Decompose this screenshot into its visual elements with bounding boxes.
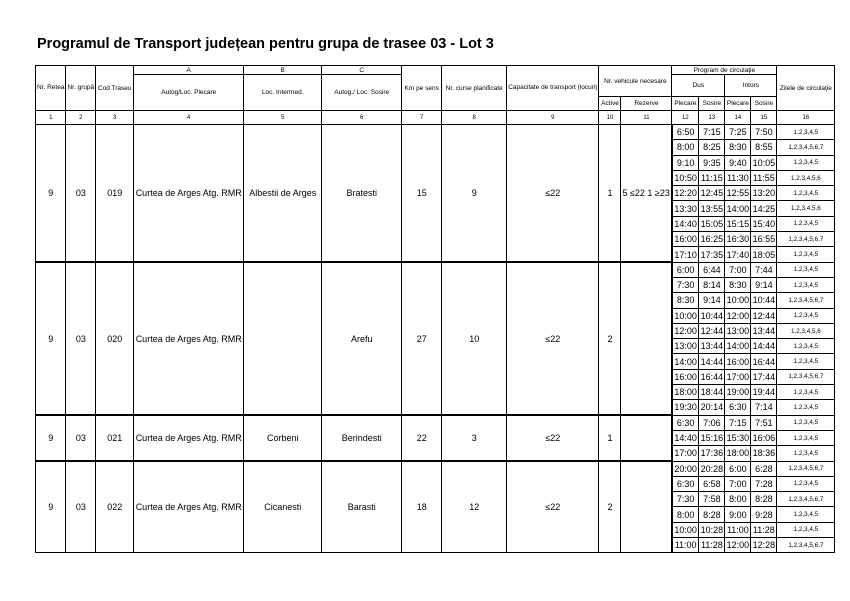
dus-plecare-time: 14:00 (672, 354, 699, 369)
route-grupa: 03 (66, 262, 96, 415)
route-rezerve (621, 262, 672, 415)
route-plecare: Curtea de Arges Atg. RMR (134, 262, 244, 415)
column-number: 7 (402, 111, 442, 125)
intors-sosire-time: 9:28 (751, 507, 777, 522)
intors-sosire-time: 13:44 (751, 323, 777, 338)
intors-sosire-time: 8:55 (751, 140, 777, 155)
intors-plecare-time: 12:55 (725, 186, 751, 201)
zilele-circulatie: 1,2,3,4,5,6,7 (777, 369, 835, 384)
route-sosire: Bratesti (322, 125, 402, 263)
route-capacitate: ≤22 (507, 415, 599, 461)
intors-plecare-time: 7:00 (725, 262, 751, 277)
intors-plecare-time: 7:00 (725, 476, 751, 491)
header-cod-traseu: Cod Traseu (96, 66, 134, 111)
zilele-circulatie: 1,2,3,4,5,6,7 (777, 492, 835, 507)
zilele-circulatie: 1,2,3,4,5 (777, 507, 835, 522)
intors-plecare-time: 8:30 (725, 140, 751, 155)
intors-plecare-time: 11:30 (725, 170, 751, 185)
dus-sosire-time: 7:15 (699, 125, 725, 140)
header-nr-curse: Nr. curse planificate (442, 66, 507, 111)
route-intermed: Corbeni (244, 415, 322, 461)
dus-plecare-time: 14:40 (672, 430, 699, 445)
dus-sosire-time: 20:14 (699, 400, 725, 415)
zilele-circulatie: 1,2,3,4,5,6,7 (777, 461, 835, 476)
dus-plecare-time: 8:30 (672, 293, 699, 308)
intors-plecare-time: 7:25 (725, 125, 751, 140)
intors-plecare-time: 14:00 (725, 201, 751, 216)
route-curse: 9 (442, 125, 507, 263)
header-dus-sosire: Sosire (699, 97, 725, 111)
dus-plecare-time: 20:00 (672, 461, 699, 476)
column-number-row (36, 111, 835, 125)
route-intermed (244, 262, 322, 415)
route-capacitate: ≤22 (507, 262, 599, 415)
intors-plecare-time: 8:30 (725, 277, 751, 292)
intors-plecare-time: 15:30 (725, 430, 751, 445)
dus-plecare-time: 6:50 (672, 125, 699, 140)
column-number: 1 (36, 111, 66, 125)
column-number: 14 (725, 111, 751, 125)
header-letter-a: A (134, 66, 244, 75)
route-cod: 022 (96, 461, 134, 553)
route-plecare: Curtea de Arges Atg. RMR (134, 125, 244, 263)
zilele-circulatie: 1,2,3,4,5 (777, 308, 835, 323)
dus-plecare-time: 7:30 (672, 277, 699, 292)
header-nr-vehicule: Nr. vehicule necesare (599, 66, 672, 97)
zilele-circulatie: 1,2,3,4,5,6,7 (777, 140, 835, 155)
intors-sosire-time: 12:44 (751, 308, 777, 323)
dus-sosire-time: 10:44 (699, 308, 725, 323)
dus-plecare-time: 17:00 (672, 446, 699, 461)
intors-plecare-time: 7:15 (725, 415, 751, 430)
route-active: 1 (599, 125, 621, 263)
intors-plecare-time: 6:00 (725, 461, 751, 476)
dus-plecare-time: 16:00 (672, 369, 699, 384)
intors-sosire-time: 7:14 (751, 400, 777, 415)
header-dus: Dus (672, 75, 725, 97)
zilele-circulatie: 1,2,3,4,5 (777, 155, 835, 170)
intors-plecare-time: 17:40 (725, 247, 751, 262)
dus-sosire-time: 9:35 (699, 155, 725, 170)
intors-plecare-time: 17:00 (725, 369, 751, 384)
intors-sosire-time: 18:36 (751, 446, 777, 461)
intors-sosire-time: 8:28 (751, 492, 777, 507)
header-autog-sosire: Autog./ Loc. Sosire (322, 75, 402, 111)
zilele-circulatie: 1,2,3,4,5,6,7 (777, 293, 835, 308)
route-plecare: Curtea de Arges Atg. RMR (134, 415, 244, 461)
dus-sosire-time: 8:28 (699, 507, 725, 522)
dus-plecare-time: 8:00 (672, 507, 699, 522)
dus-sosire-time: 7:58 (699, 492, 725, 507)
table-row (36, 415, 835, 430)
zilele-circulatie: 1,2,3,4,5 (777, 522, 835, 537)
dus-sosire-time: 11:15 (699, 170, 725, 185)
column-number: 11 (621, 111, 672, 125)
zilele-circulatie: 1,2,3,4,5 (777, 415, 835, 430)
dus-sosire-time: 8:14 (699, 277, 725, 292)
column-number: 2 (66, 111, 96, 125)
intors-sosire-time: 7:44 (751, 262, 777, 277)
column-number: 10 (599, 111, 621, 125)
intors-sosire-time: 14:44 (751, 339, 777, 354)
header-nr-grupa: Nr. grupă (66, 66, 96, 111)
zilele-circulatie: 1,2,3,4,5 (777, 277, 835, 292)
header-letter-c: C (322, 66, 402, 75)
intors-plecare-time: 14:00 (725, 339, 751, 354)
intors-sosire-time: 11:28 (751, 522, 777, 537)
intors-plecare-time: 18:00 (725, 446, 751, 461)
route-active: 1 (599, 415, 621, 461)
intors-sosire-time: 10:05 (751, 155, 777, 170)
header-active: Active (599, 97, 621, 111)
header-zilele: Zilele de circulaţie (777, 66, 835, 111)
page-title: Programul de Transport județean pentru grupa de trasee 03 - Lot 3 (37, 36, 494, 52)
intors-sosire-time: 19:44 (751, 385, 777, 400)
dus-plecare-time: 17:10 (672, 247, 699, 262)
column-number: 4 (134, 111, 244, 125)
dus-plecare-time: 10:50 (672, 170, 699, 185)
dus-sosire-time: 6:44 (699, 262, 725, 277)
header-intors-plecare: Plecare (725, 97, 751, 111)
dus-sosire-time: 11:28 (699, 538, 725, 553)
zilele-circulatie: 1,2,3,4,5 (777, 339, 835, 354)
route-sosire: Barasti (322, 461, 402, 553)
header-intors: Intors (725, 75, 777, 97)
dus-sosire-time: 14:44 (699, 354, 725, 369)
dus-sosire-time: 15:16 (699, 430, 725, 445)
route-rezerve (621, 415, 672, 461)
intors-plecare-time: 19:00 (725, 385, 751, 400)
route-curse: 10 (442, 262, 507, 415)
intors-sosire-time: 10:44 (751, 293, 777, 308)
route-retea: 9 (36, 125, 66, 263)
route-grupa: 03 (66, 125, 96, 263)
zilele-circulatie: 1,2,3,4,5 (777, 400, 835, 415)
route-intermed: Albestii de Arges (244, 125, 322, 263)
intors-plecare-time: 9:00 (725, 507, 751, 522)
column-number: 8 (442, 111, 507, 125)
intors-plecare-time: 9:40 (725, 155, 751, 170)
route-rezerve: 5 ≤22 1 ≥23 (621, 125, 672, 263)
dus-sosire-time: 13:55 (699, 201, 725, 216)
dus-plecare-time: 7:30 (672, 492, 699, 507)
route-km: 18 (402, 461, 442, 553)
intors-plecare-time: 15:15 (725, 216, 751, 231)
dus-plecare-time: 9:10 (672, 155, 699, 170)
zilele-circulatie: 1,2,3,4,5,6,7 (777, 232, 835, 247)
dus-sosire-time: 18:44 (699, 385, 725, 400)
intors-sosire-time: 6:28 (751, 461, 777, 476)
dus-plecare-time: 13:00 (672, 339, 699, 354)
dus-plecare-time: 11:00 (672, 538, 699, 553)
zilele-circulatie: 1,2,3,4,5 (777, 430, 835, 445)
column-number: 13 (699, 111, 725, 125)
dus-plecare-time: 6:30 (672, 476, 699, 491)
dus-sosire-time: 16:44 (699, 369, 725, 384)
intors-sosire-time: 13:20 (751, 186, 777, 201)
route-rezerve (621, 461, 672, 553)
intors-plecare-time: 13:00 (725, 323, 751, 338)
intors-sosire-time: 12:28 (751, 538, 777, 553)
route-km: 27 (402, 262, 442, 415)
intors-sosire-time: 7:28 (751, 476, 777, 491)
dus-plecare-time: 12:20 (672, 186, 699, 201)
intors-plecare-time: 10:00 (725, 293, 751, 308)
zilele-circulatie: 1,2,3,4,5 (777, 247, 835, 262)
column-number: 12 (672, 111, 699, 125)
zilele-circulatie: 1,2,3,4,5,6 (777, 201, 835, 216)
dus-sosire-time: 10:28 (699, 522, 725, 537)
route-grupa: 03 (66, 461, 96, 553)
route-capacitate: ≤22 (507, 125, 599, 263)
route-capacitate: ≤22 (507, 461, 599, 553)
table-row (36, 461, 835, 476)
column-number: 5 (244, 111, 322, 125)
zilele-circulatie: 1,2,3,4,5 (777, 262, 835, 277)
header-autog-plecare: Autog/Loc. Plecare (134, 75, 244, 111)
intors-plecare-time: 16:30 (725, 232, 751, 247)
intors-plecare-time: 11:00 (725, 522, 751, 537)
dus-plecare-time: 10:00 (672, 308, 699, 323)
route-cod: 021 (96, 415, 134, 461)
dus-plecare-time: 19:30 (672, 400, 699, 415)
route-retea: 9 (36, 262, 66, 415)
dus-sosire-time: 8:25 (699, 140, 725, 155)
column-number: 6 (322, 111, 402, 125)
intors-sosire-time: 11:55 (751, 170, 777, 185)
header-rezerve: Rezerve (621, 97, 672, 111)
route-sosire: Berindesti (322, 415, 402, 461)
intors-plecare-time: 8:00 (725, 492, 751, 507)
route-curse: 12 (442, 461, 507, 553)
zilele-circulatie: 1,2,3,4,5 (777, 385, 835, 400)
dus-sosire-time: 17:36 (699, 446, 725, 461)
route-active: 2 (599, 262, 621, 415)
header-capacitate: Capacitate de transport (locuri) (507, 66, 599, 111)
table-row (36, 125, 835, 140)
intors-plecare-time: 12:00 (725, 308, 751, 323)
intors-plecare-time: 12:00 (725, 538, 751, 553)
column-number: 15 (751, 111, 777, 125)
route-cod: 019 (96, 125, 134, 263)
dus-plecare-time: 18:00 (672, 385, 699, 400)
dus-sosire-time: 13:44 (699, 339, 725, 354)
dus-sosire-time: 15:05 (699, 216, 725, 231)
zilele-circulatie: 1,2,3,4,5,6 (777, 170, 835, 185)
intors-plecare-time: 6:30 (725, 400, 751, 415)
dus-sosire-time: 12:45 (699, 186, 725, 201)
dus-sosire-time: 16:25 (699, 232, 725, 247)
zilele-circulatie: 1,2,3,4,5 (777, 125, 835, 140)
route-cod: 020 (96, 262, 134, 415)
dus-plecare-time: 14:40 (672, 216, 699, 231)
intors-sosire-time: 18:05 (751, 247, 777, 262)
route-sosire: Arefu (322, 262, 402, 415)
column-number: 16 (777, 111, 835, 125)
dus-sosire-time: 12:44 (699, 323, 725, 338)
header-intors-sosire: Sosire (751, 97, 777, 111)
route-km: 15 (402, 125, 442, 263)
dus-sosire-time: 17:35 (699, 247, 725, 262)
route-curse: 3 (442, 415, 507, 461)
schedule-table (35, 65, 835, 553)
header-loc-intermed: Loc. Intermed. (244, 75, 322, 111)
routes-body (36, 125, 835, 553)
route-retea: 9 (36, 461, 66, 553)
dus-sosire-time: 9:14 (699, 293, 725, 308)
zilele-circulatie: 1,2,3,4,5 (777, 476, 835, 491)
header-dus-plecare: Plecare (672, 97, 699, 111)
intors-sosire-time: 16:55 (751, 232, 777, 247)
dus-plecare-time: 8:00 (672, 140, 699, 155)
dus-plecare-time: 13:30 (672, 201, 699, 216)
route-retea: 9 (36, 415, 66, 461)
intors-sosire-time: 7:50 (751, 125, 777, 140)
intors-sosire-time: 17:44 (751, 369, 777, 384)
route-active: 2 (599, 461, 621, 553)
header-letter-b: B (244, 66, 322, 75)
intors-sosire-time: 15:40 (751, 216, 777, 231)
dus-plecare-time: 12:00 (672, 323, 699, 338)
route-grupa: 03 (66, 415, 96, 461)
dus-plecare-time: 6:30 (672, 415, 699, 430)
column-number: 9 (507, 111, 599, 125)
route-km: 22 (402, 415, 442, 461)
header-km-pe-sens: Km pe sens (402, 66, 442, 111)
zilele-circulatie: 1,2,3,4,5 (777, 216, 835, 231)
intors-sosire-time: 16:44 (751, 354, 777, 369)
column-number: 3 (96, 111, 134, 125)
dus-sosire-time: 20:28 (699, 461, 725, 476)
header-program: Program de circulaţie (672, 66, 777, 75)
zilele-circulatie: 1,2,3,4,5 (777, 354, 835, 369)
zilele-circulatie: 1,2,3,4,5 (777, 186, 835, 201)
intors-sosire-time: 16:06 (751, 430, 777, 445)
intors-sosire-time: 14:25 (751, 201, 777, 216)
intors-plecare-time: 16:00 (725, 354, 751, 369)
intors-sosire-time: 9:14 (751, 277, 777, 292)
dus-plecare-time: 6:00 (672, 262, 699, 277)
table-row (36, 262, 835, 277)
dus-sosire-time: 7:06 (699, 415, 725, 430)
zilele-circulatie: 1,2,3,4,5,6,7 (777, 538, 835, 553)
table-header (36, 66, 835, 125)
route-intermed: Cicanesti (244, 461, 322, 553)
dus-plecare-time: 16:00 (672, 232, 699, 247)
dus-sosire-time: 6:58 (699, 476, 725, 491)
zilele-circulatie: 1,2,3,4,5,6 (777, 323, 835, 338)
route-plecare: Curtea de Arges Atg. RMR (134, 461, 244, 553)
zilele-circulatie: 1,2,3,4,5 (777, 446, 835, 461)
dus-plecare-time: 10:00 (672, 522, 699, 537)
header-nr-retea: Nr. Retea (36, 66, 66, 111)
intors-sosire-time: 7:51 (751, 415, 777, 430)
